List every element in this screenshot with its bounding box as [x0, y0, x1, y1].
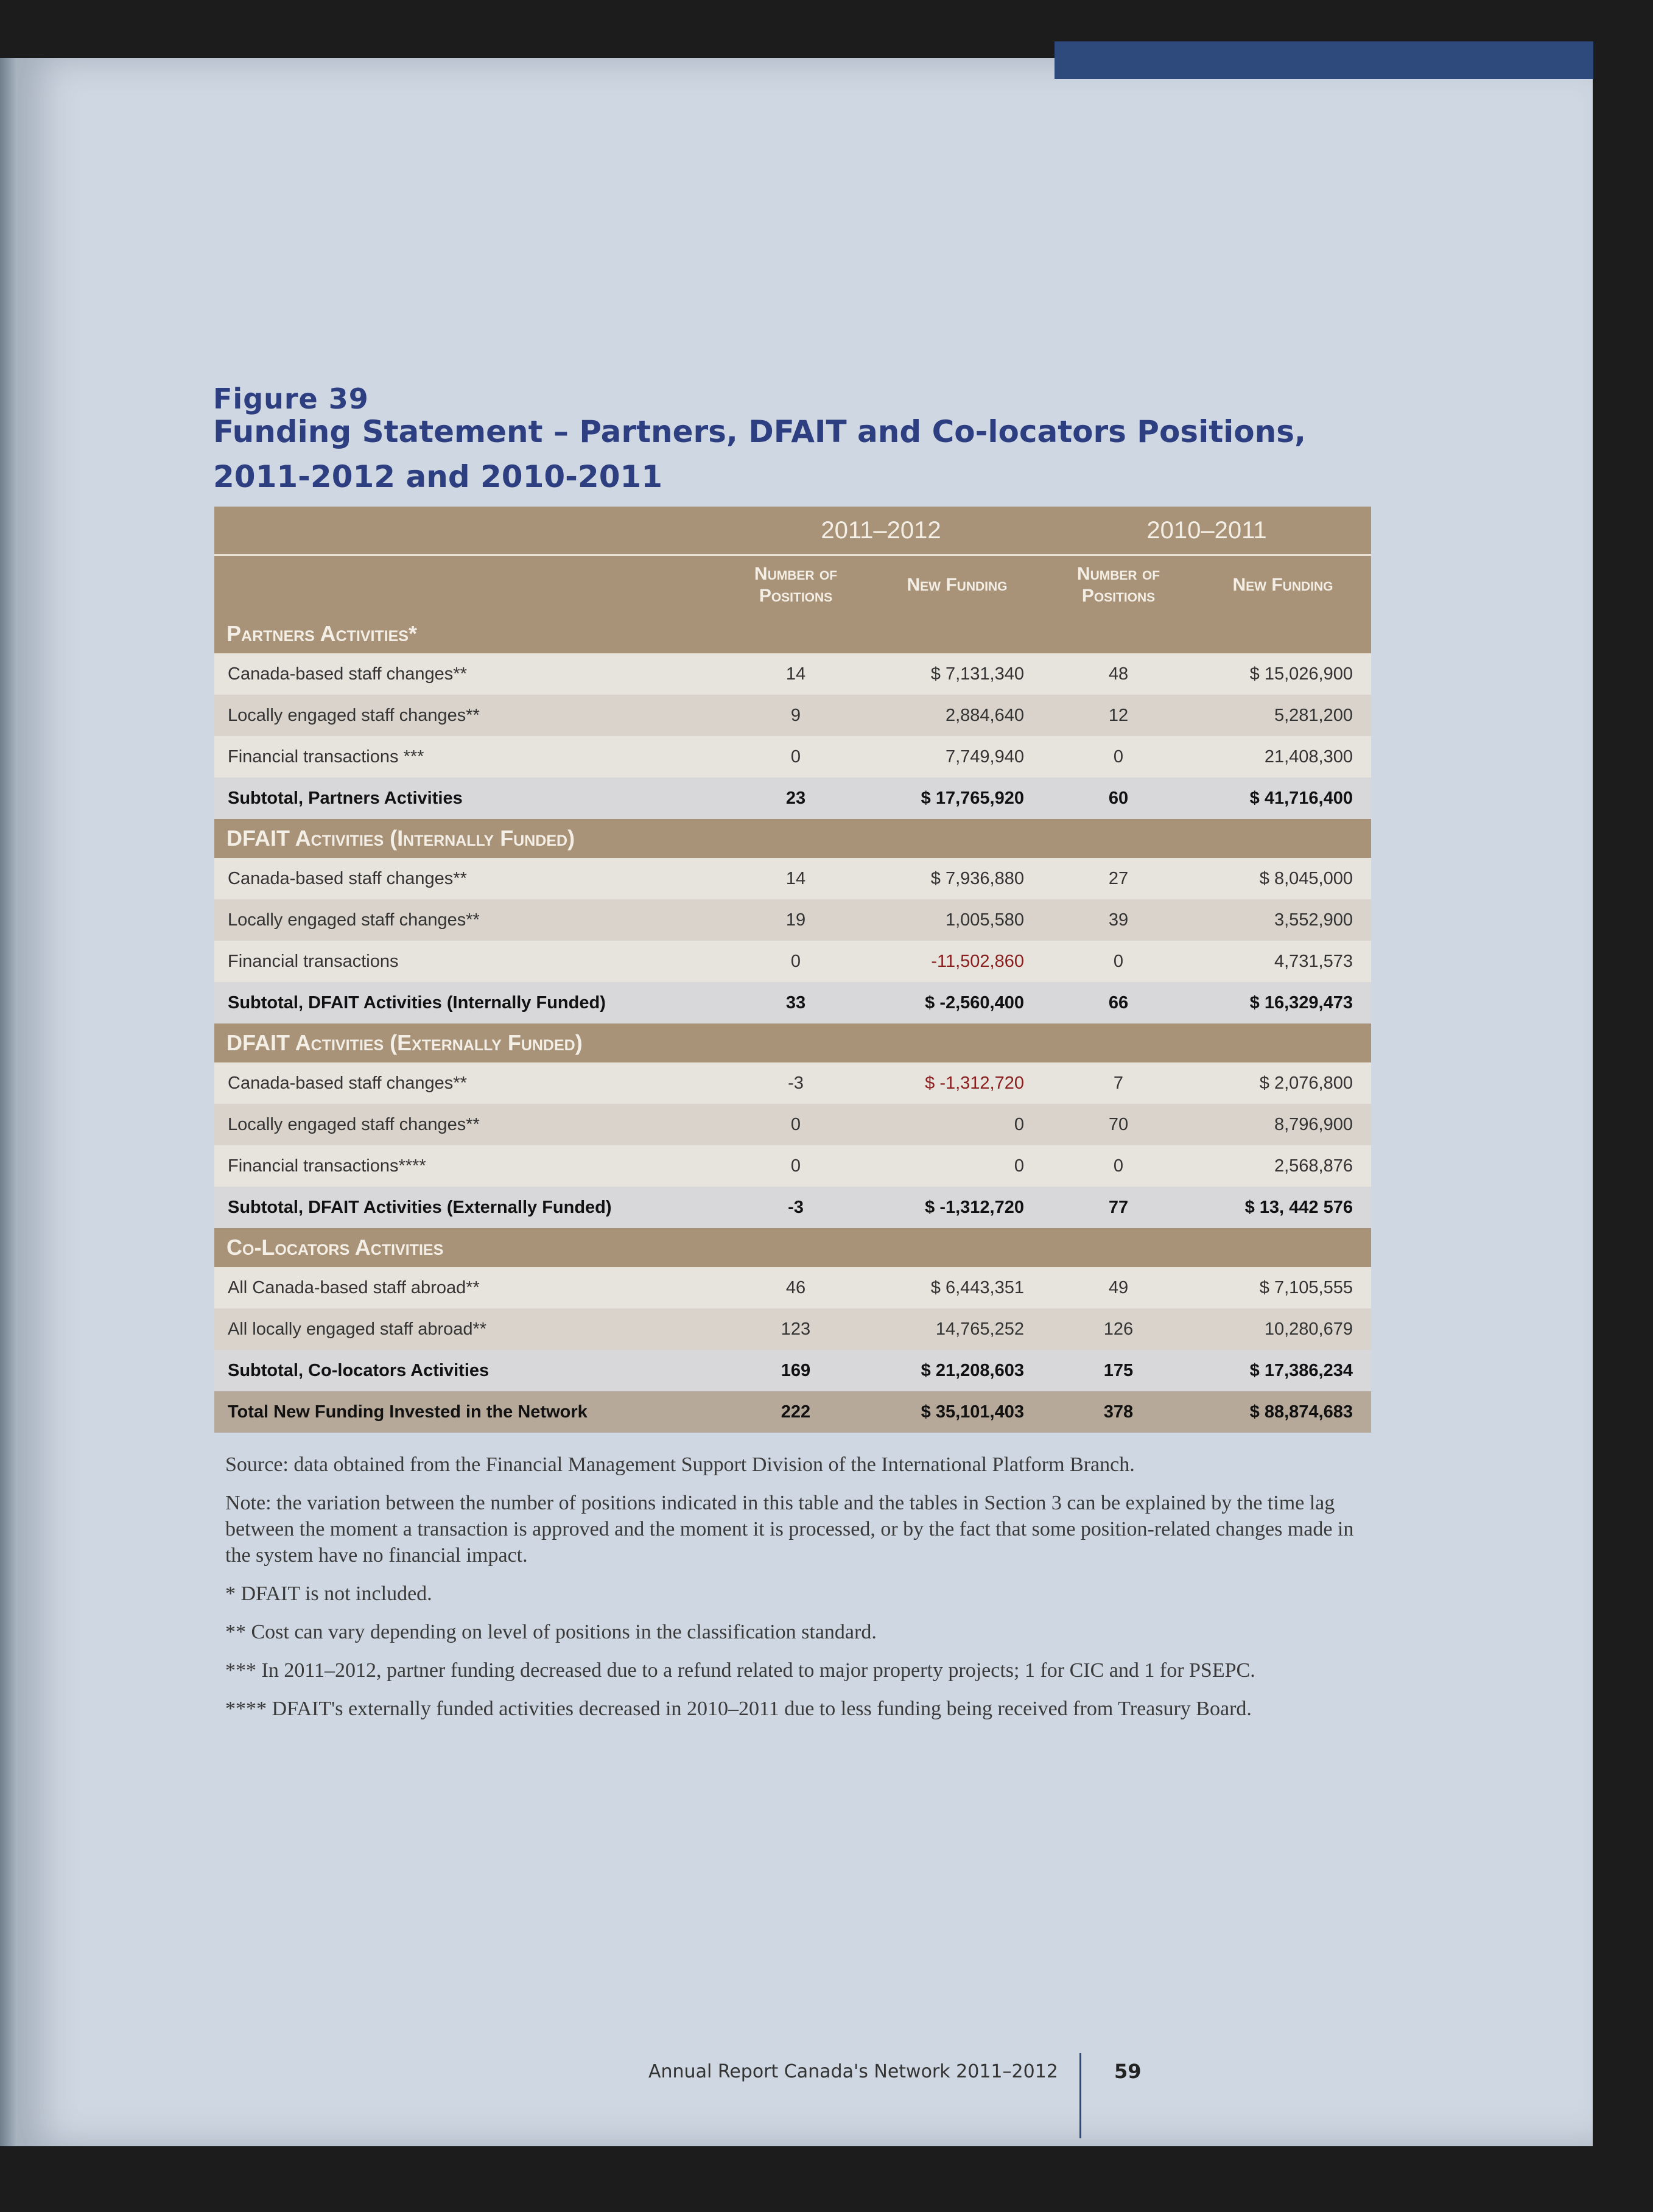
section-header-row	[214, 1228, 1371, 1267]
funding-cell: $ 16,329,473	[1195, 982, 1371, 1023]
row-label: Subtotal, DFAIT Activities (Internally Funded)	[214, 982, 720, 1023]
figure-title: Funding Statement – Partners, DFAIT and Co-locators Positions, 2011-2012 and 2010-2011	[213, 414, 1306, 494]
footnote: * DFAIT is not included.	[225, 1582, 432, 1605]
funding-cell: $ 21,208,603	[872, 1350, 1042, 1391]
year-header-row	[214, 507, 1371, 555]
row-label: Financial transactions	[214, 941, 720, 982]
section-header-row	[214, 614, 1371, 653]
column-header: Number of Positions	[1042, 555, 1195, 615]
funding-cell: 2,884,640	[872, 695, 1042, 736]
funding-cell: $ -1,312,720	[872, 1062, 1042, 1104]
row-label: Canada-based staff changes**	[214, 1062, 720, 1104]
positions-cell: 0	[1042, 736, 1195, 778]
funding-cell: $ 41,716,400	[1195, 778, 1371, 819]
positions-cell: 39	[1042, 899, 1195, 941]
section-title: DFAIT Activities (Externally Funded)	[214, 1023, 1371, 1062]
section-header-row	[214, 1023, 1371, 1062]
footnote: *** In 2011–2012, partner funding decreased due to a refund related to major property projects; 1 for CIC and 1 for PSEPC.	[225, 1659, 1255, 1682]
funding-cell: $ 15,026,900	[1195, 653, 1371, 695]
table-body	[214, 614, 1371, 1433]
positions-cell: 23	[720, 778, 872, 819]
corner-cell	[214, 507, 720, 555]
notes	[225, 1452, 1376, 1734]
note-variation: Note: the variation between the number of positions indicated in this table and the tables in Section 3 can be explained by the time lag between the moment a transaction is approved and the moment it is processed, or by the fact that some position-related changes made in the system have no financial impact.	[225, 1492, 1354, 1567]
subtotal-row	[214, 1187, 1371, 1228]
positions-cell: 19	[720, 899, 872, 941]
positions-cell: 14	[720, 858, 872, 899]
funding-cell: 7,749,940	[872, 736, 1042, 778]
corner-cell	[214, 555, 720, 615]
positions-cell: 126	[1042, 1308, 1195, 1350]
funding-statement-table	[214, 507, 1371, 1433]
funding-cell: $ 17,386,234	[1195, 1350, 1371, 1391]
funding-cell: $ 17,765,920	[872, 778, 1042, 819]
row-label: All Canada-based staff abroad**	[214, 1267, 720, 1308]
figure-label: Figure 39	[213, 382, 369, 415]
column-header: Number of Positions	[720, 555, 872, 615]
column-header-row	[214, 555, 1371, 615]
positions-cell: 222	[720, 1391, 872, 1433]
funding-cell: $ 7,131,340	[872, 653, 1042, 695]
funding-cell: $ -2,560,400	[872, 982, 1042, 1023]
row-label: Locally engaged staff changes**	[214, 1104, 720, 1145]
positions-cell: 0	[720, 1145, 872, 1187]
footer-report-title: Annual Report Canada's Network 2011–2012	[648, 2061, 1058, 2082]
positions-cell: 378	[1042, 1391, 1195, 1433]
subtotal-row	[214, 982, 1371, 1023]
section-title: DFAIT Activities (Internally Funded)	[214, 819, 1371, 858]
row-label: Locally engaged staff changes**	[214, 899, 720, 941]
funding-cell: 5,281,200	[1195, 695, 1371, 736]
funding-cell: $ 8,045,000	[1195, 858, 1371, 899]
row-label: Total New Funding Invested in the Network	[214, 1391, 720, 1433]
table-row	[214, 695, 1371, 736]
footnote: **** DFAIT's externally funded activities decreased in 2010–2011 due to less funding being received from Treasury Board.	[225, 1698, 1252, 1720]
table-row	[214, 858, 1371, 899]
positions-cell: 27	[1042, 858, 1195, 899]
funding-cell: 21,408,300	[1195, 736, 1371, 778]
column-header: New Funding	[872, 555, 1042, 615]
funding-cell: 10,280,679	[1195, 1308, 1371, 1350]
row-label: Subtotal, Co-locators Activities	[214, 1350, 720, 1391]
total-row	[214, 1391, 1371, 1433]
funding-cell: $ 35,101,403	[872, 1391, 1042, 1433]
funding-cell: 3,552,900	[1195, 899, 1371, 941]
facing-page-edge	[0, 58, 17, 2146]
positions-cell: 9	[720, 695, 872, 736]
positions-cell: 14	[720, 653, 872, 695]
table-row	[214, 1267, 1371, 1308]
section-title: Partners Activities*	[214, 614, 1371, 653]
positions-cell: 0	[720, 1104, 872, 1145]
row-label: Canada-based staff changes**	[214, 858, 720, 899]
positions-cell: 66	[1042, 982, 1195, 1023]
positions-cell: 123	[720, 1308, 872, 1350]
positions-cell: 49	[1042, 1267, 1195, 1308]
funding-cell: 0	[872, 1145, 1042, 1187]
table-row	[214, 1308, 1371, 1350]
table-row	[214, 736, 1371, 778]
table-row	[214, 1145, 1371, 1187]
positions-cell: 7	[1042, 1062, 1195, 1104]
row-label: All locally engaged staff abroad**	[214, 1308, 720, 1350]
note-source: Source: data obtained from the Financial Management Support Division of the International Platform Branch.	[225, 1453, 1135, 1476]
positions-cell: -3	[720, 1062, 872, 1104]
row-label: Subtotal, Partners Activities	[214, 778, 720, 819]
table-row	[214, 899, 1371, 941]
funding-cell: 8,796,900	[1195, 1104, 1371, 1145]
funding-cell: 2,568,876	[1195, 1145, 1371, 1187]
funding-cell: $ 6,443,351	[872, 1267, 1042, 1308]
row-label: Financial transactions****	[214, 1145, 720, 1187]
funding-cell: 0	[872, 1104, 1042, 1145]
funding-cell: 4,731,573	[1195, 941, 1371, 982]
funding-cell: $ 88,874,683	[1195, 1391, 1371, 1433]
subtotal-row	[214, 778, 1371, 819]
section-title: Co-Locators Activities	[214, 1228, 1371, 1267]
footnote: ** Cost can vary depending on level of positions in the classification standard.	[225, 1621, 877, 1643]
row-label: Locally engaged staff changes**	[214, 695, 720, 736]
table-row	[214, 1104, 1371, 1145]
row-label: Canada-based staff changes**	[214, 653, 720, 695]
section-tab-bar	[1055, 41, 1593, 79]
positions-cell: 169	[720, 1350, 872, 1391]
positions-cell: -3	[720, 1187, 872, 1228]
positions-cell: 0	[1042, 1145, 1195, 1187]
subtotal-row	[214, 1350, 1371, 1391]
year-header: 2011–2012	[720, 507, 1042, 555]
table-row	[214, 1062, 1371, 1104]
row-label: Financial transactions ***	[214, 736, 720, 778]
positions-cell: 12	[1042, 695, 1195, 736]
funding-cell: $ 2,076,800	[1195, 1062, 1371, 1104]
page-number: 59	[1114, 2060, 1142, 2083]
table-row	[214, 941, 1371, 982]
funding-cell: $ 7,936,880	[872, 858, 1042, 899]
positions-cell: 0	[1042, 941, 1195, 982]
funding-cell: $ 13, 442 576	[1195, 1187, 1371, 1228]
column-header: New Funding	[1195, 555, 1371, 615]
positions-cell: 70	[1042, 1104, 1195, 1145]
positions-cell: 46	[720, 1267, 872, 1308]
funding-cell: $ -1,312,720	[872, 1187, 1042, 1228]
funding-cell: $ 7,105,555	[1195, 1267, 1371, 1308]
positions-cell: 0	[720, 736, 872, 778]
table-row	[214, 653, 1371, 695]
section-header-row	[214, 819, 1371, 858]
funding-cell: 14,765,252	[872, 1308, 1042, 1350]
funding-cell: 1,005,580	[872, 899, 1042, 941]
positions-cell: 77	[1042, 1187, 1195, 1228]
positions-cell: 33	[720, 982, 872, 1023]
year-header: 2010–2011	[1042, 507, 1371, 555]
positions-cell: 175	[1042, 1350, 1195, 1391]
positions-cell: 60	[1042, 778, 1195, 819]
positions-cell: 0	[720, 941, 872, 982]
funding-cell: -11,502,860	[872, 941, 1042, 982]
footer-divider	[1079, 2053, 1081, 2138]
row-label: Subtotal, DFAIT Activities (Externally Funded)	[214, 1187, 720, 1228]
positions-cell: 48	[1042, 653, 1195, 695]
